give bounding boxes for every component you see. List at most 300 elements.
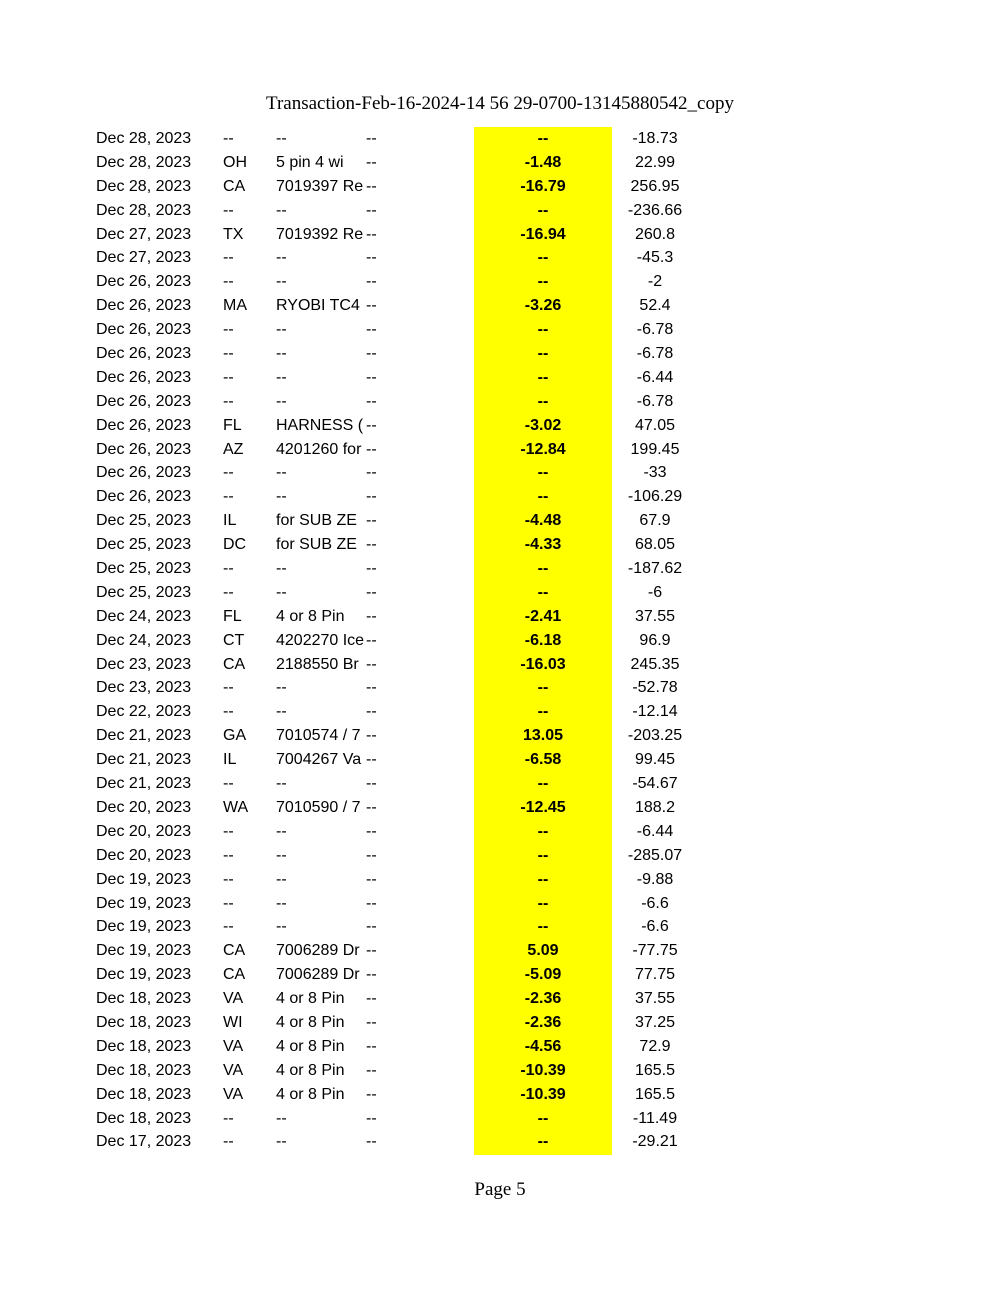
state-cell: -- [223,894,234,912]
amount-cell: -187.62 [627,560,683,578]
table-row [0,485,1000,509]
state-cell: IL [223,512,237,530]
description-cell: 4201260 for [276,440,362,458]
fee-cell: -- [537,822,549,840]
date-cell: Dec 26, 2023 [96,345,192,363]
placeholder-cell: -- [366,1109,377,1127]
date-cell: Dec 27, 2023 [96,225,192,243]
table-row [0,1011,1000,1035]
fee-cell: -- [537,249,549,267]
fee-cell: -12.84 [520,440,566,458]
amount-cell: 199.45 [630,440,680,458]
placeholder-cell: -- [366,130,377,147]
description-cell: HARNESS ( [276,416,364,434]
fee-cell: -- [537,345,549,363]
placeholder-cell: -- [366,894,377,912]
date-cell: Dec 28, 2023 [96,153,192,171]
amount-cell: -45.3 [636,249,674,267]
table-row [0,438,1000,462]
state-cell: -- [223,130,234,147]
amount-cell: 68.05 [634,536,676,554]
description-cell: 2188550 Br [276,655,359,673]
placeholder-cell: -- [366,488,377,506]
placeholder-cell: -- [366,990,377,1008]
table-row [0,581,1000,605]
table-row [0,1130,1000,1154]
placeholder-cell: -- [366,1061,377,1079]
state-cell: -- [223,368,234,386]
placeholder-cell: -- [366,751,377,769]
amount-cell: 22.99 [634,153,676,171]
description-cell: 7010590 / 7 [276,798,361,816]
fee-cell: -- [537,368,549,386]
placeholder-cell: -- [366,966,377,984]
fee-cell: -2.36 [524,990,562,1008]
description-cell: -- [276,321,287,339]
transaction-table [0,127,1000,1154]
description-cell: 7019392 Re [276,225,364,243]
amount-cell: 37.55 [634,607,676,625]
fee-cell: -- [537,464,549,482]
date-cell: Dec 27, 2023 [96,249,192,267]
amount-cell: 52.4 [639,297,671,315]
table-row [0,892,1000,916]
date-cell: Dec 20, 2023 [96,846,192,864]
description-cell: for SUB ZE [276,536,357,554]
state-cell: FL [223,607,242,625]
placeholder-cell: -- [366,942,377,960]
description-cell: -- [276,392,287,410]
description-cell: -- [276,345,287,363]
date-cell: Dec 26, 2023 [96,416,192,434]
amount-cell: 99.45 [634,751,676,769]
placeholder-cell: -- [366,727,377,745]
state-cell: -- [223,703,234,721]
state-cell: -- [223,560,234,578]
table-row [0,342,1000,366]
table-row [0,270,1000,294]
table-row [0,915,1000,939]
date-cell: Dec 23, 2023 [96,679,192,697]
description-cell: 7010574 / 7 [276,727,361,745]
amount-cell: -6.78 [636,321,674,339]
description-cell: -- [276,1133,287,1151]
fee-cell: -- [537,130,549,147]
amount-cell: 37.25 [634,1013,676,1031]
table-row [0,246,1000,270]
placeholder-cell: -- [366,392,377,410]
date-cell: Dec 26, 2023 [96,273,192,291]
amount-cell: -11.49 [632,1109,678,1127]
fee-cell: -16.94 [520,225,566,243]
table-row [0,199,1000,223]
placeholder-cell: -- [366,273,377,291]
placeholder-cell: -- [366,846,377,864]
state-cell: VA [223,990,244,1008]
placeholder-cell: -- [366,798,377,816]
amount-cell: 67.9 [639,512,671,530]
date-cell: Dec 25, 2023 [96,512,192,530]
table-row [0,844,1000,868]
fee-cell: -- [537,273,549,291]
table-row [0,1059,1000,1083]
placeholder-cell: -- [366,631,377,649]
state-cell: GA [223,727,247,745]
description-cell: -- [276,679,287,697]
fee-cell: -6.58 [524,751,562,769]
state-cell: OH [223,153,247,171]
placeholder-cell: -- [366,1013,377,1031]
amount-cell: -285.07 [627,846,683,864]
fee-cell: -1.48 [524,153,562,171]
state-cell: MA [223,297,247,315]
table-row [0,533,1000,557]
description-cell: -- [276,464,287,482]
state-cell: -- [223,583,234,601]
placeholder-cell: -- [366,177,377,195]
placeholder-cell: -- [366,822,377,840]
state-cell: -- [223,321,234,339]
description-cell: -- [276,918,287,936]
table-row [0,748,1000,772]
amount-cell: 37.55 [634,990,676,1008]
fee-cell: -- [537,560,549,578]
amount-cell: -33 [643,464,667,482]
amount-cell: -6.6 [641,894,669,912]
date-cell: Dec 22, 2023 [96,703,192,721]
amount-cell: 165.5 [634,1061,676,1079]
fee-cell: 5.09 [527,942,559,960]
description-cell: -- [276,368,287,386]
amount-cell: 165.5 [634,1085,676,1103]
date-cell: Dec 24, 2023 [96,631,192,649]
fee-cell: -2.41 [524,607,562,625]
date-cell: Dec 23, 2023 [96,655,192,673]
description-cell: RYOBI TC4 [276,297,360,315]
placeholder-cell: -- [366,1037,377,1055]
date-cell: Dec 26, 2023 [96,392,192,410]
description-cell: 4202270 Ice [276,631,364,649]
fee-cell: -4.33 [524,536,562,554]
placeholder-cell: -- [366,560,377,578]
fee-cell: -12.45 [520,798,566,816]
fee-cell: -4.56 [524,1037,562,1055]
date-cell: Dec 17, 2023 [96,1133,192,1151]
fee-cell: -6.18 [524,631,562,649]
amount-cell: -29.21 [632,1133,678,1151]
date-cell: Dec 18, 2023 [96,1085,192,1103]
description-cell: -- [276,846,287,864]
table-row [0,557,1000,581]
state-cell: DC [223,536,247,554]
date-cell: Dec 26, 2023 [96,440,192,458]
table-row [0,963,1000,987]
description-cell: -- [276,488,287,506]
amount-cell: 77.75 [634,966,676,984]
date-cell: Dec 25, 2023 [96,583,192,601]
date-cell: Dec 18, 2023 [96,1037,192,1055]
state-cell: -- [223,846,234,864]
table-row [0,223,1000,247]
description-cell: -- [276,201,287,219]
amount-cell: 72.9 [639,1037,671,1055]
date-cell: Dec 18, 2023 [96,1061,192,1079]
page-number: Page 5 [474,1179,526,1200]
state-cell: -- [223,345,234,363]
table-row [0,461,1000,485]
date-cell: Dec 18, 2023 [96,1013,192,1031]
table-row [0,318,1000,342]
date-cell: Dec 26, 2023 [96,297,192,315]
table-row [0,294,1000,318]
description-cell: 4 or 8 Pin [276,1037,345,1055]
state-cell: CA [223,942,246,960]
amount-cell: -18.73 [632,130,678,147]
date-cell: Dec 28, 2023 [96,130,192,147]
table-row [0,605,1000,629]
description-cell: 4 or 8 Pin [276,1085,345,1103]
fee-cell: -- [537,703,549,721]
amount-cell: 260.8 [634,225,676,243]
date-cell: Dec 26, 2023 [96,464,192,482]
placeholder-cell: -- [366,464,377,482]
state-cell: WI [223,1013,243,1031]
date-cell: Dec 21, 2023 [96,727,192,745]
amount-cell: 188.2 [634,798,676,816]
date-cell: Dec 19, 2023 [96,942,192,960]
amount-cell: -236.66 [627,201,683,219]
placeholder-cell: -- [366,536,377,554]
fee-cell: -2.36 [524,1013,562,1031]
state-cell: -- [223,679,234,697]
date-cell: Dec 21, 2023 [96,775,192,793]
amount-cell: -6.6 [641,918,669,936]
amount-cell: -6.44 [636,822,674,840]
description-cell: -- [276,273,287,291]
placeholder-cell: -- [366,249,377,267]
description-cell: -- [276,130,287,147]
description-cell: 4 or 8 Pin [276,990,345,1008]
amount-cell: 245.35 [630,655,680,673]
table-row [0,414,1000,438]
table-row [0,796,1000,820]
placeholder-cell: -- [366,679,377,697]
amount-cell: 47.05 [634,416,676,434]
date-cell: Dec 19, 2023 [96,918,192,936]
state-cell: CA [223,655,246,673]
fee-cell: 13.05 [522,727,564,745]
placeholder-cell: -- [366,345,377,363]
state-cell: -- [223,775,234,793]
state-cell: -- [223,488,234,506]
description-cell: -- [276,249,287,267]
state-cell: -- [223,870,234,888]
description-cell: 4 or 8 Pin [276,607,345,625]
description-cell: 7019397 Re [276,177,364,195]
placeholder-cell: -- [366,225,377,243]
fee-cell: -- [537,583,549,601]
description-cell: -- [276,583,287,601]
table-row [0,939,1000,963]
description-cell: for SUB ZE [276,512,357,530]
table-row [0,868,1000,892]
state-cell: VA [223,1085,244,1103]
placeholder-cell: -- [366,1085,377,1103]
table-row [0,509,1000,533]
description-cell: -- [276,1109,287,1127]
placeholder-cell: -- [366,153,377,171]
fee-cell: -- [537,392,549,410]
description-cell: -- [276,703,287,721]
table-row [0,390,1000,414]
date-cell: Dec 24, 2023 [96,607,192,625]
date-cell: Dec 25, 2023 [96,536,192,554]
placeholder-cell: -- [366,918,377,936]
table-row [0,175,1000,199]
state-cell: -- [223,273,234,291]
state-cell: -- [223,1133,234,1151]
document-title: Transaction-Feb-16-2024-14 56 29-0700-13145880542_copy [266,93,734,114]
state-cell: -- [223,822,234,840]
amount-cell: -6 [647,583,663,601]
table-row [0,1083,1000,1107]
state-cell: -- [223,392,234,410]
fee-cell: -16.03 [520,655,566,673]
state-cell: -- [223,918,234,936]
description-cell: 4 or 8 Pin [276,1061,345,1079]
fee-cell: -- [537,918,549,936]
fee-cell: -- [537,1109,549,1127]
state-cell: CT [223,631,245,649]
placeholder-cell: -- [366,201,377,219]
fee-cell: -- [537,321,549,339]
amount-cell: 96.9 [639,631,671,649]
table-row [0,772,1000,796]
placeholder-cell: -- [366,1133,377,1151]
amount-cell: -203.25 [627,727,683,745]
description-cell: -- [276,560,287,578]
amount-cell: -6.78 [636,345,674,363]
description-cell: -- [276,822,287,840]
date-cell: Dec 26, 2023 [96,321,192,339]
state-cell: -- [223,1109,234,1127]
fee-cell: -10.39 [520,1085,566,1103]
table-row [0,629,1000,653]
date-cell: Dec 20, 2023 [96,798,192,816]
table-row [0,987,1000,1011]
state-cell: CA [223,966,246,984]
placeholder-cell: -- [366,512,377,530]
date-cell: Dec 28, 2023 [96,177,192,195]
description-cell: 5 pin 4 wi [276,153,344,171]
state-cell: FL [223,416,242,434]
date-cell: Dec 28, 2023 [96,201,192,219]
description-cell: 7006289 Dr [276,966,360,984]
date-cell: Dec 19, 2023 [96,870,192,888]
state-cell: VA [223,1037,244,1055]
amount-cell: -6.78 [636,392,674,410]
table-row [0,820,1000,844]
amount-cell: -2 [647,273,663,291]
amount-cell: 256.95 [630,177,680,195]
fee-cell: -- [537,679,549,697]
table-row [0,676,1000,700]
state-cell: -- [223,464,234,482]
placeholder-cell: -- [366,870,377,888]
table-row [0,1107,1000,1131]
date-cell: Dec 26, 2023 [96,368,192,386]
date-cell: Dec 18, 2023 [96,1109,192,1127]
fee-cell: -16.79 [520,177,566,195]
table-row [0,127,1000,151]
amount-cell: -9.88 [636,870,674,888]
state-cell: CA [223,177,246,195]
amount-cell: -106.29 [627,488,683,506]
date-cell: Dec 19, 2023 [96,966,192,984]
state-cell: -- [223,249,234,267]
placeholder-cell: -- [366,416,377,434]
date-cell: Dec 26, 2023 [96,488,192,506]
fee-cell: -- [537,870,549,888]
date-cell: Dec 25, 2023 [96,560,192,578]
amount-cell: -12.14 [632,703,678,721]
date-cell: Dec 21, 2023 [96,751,192,769]
table-row [0,151,1000,175]
description-cell: 4 or 8 Pin [276,1013,345,1031]
date-cell: Dec 19, 2023 [96,894,192,912]
description-cell: -- [276,870,287,888]
fee-cell: -- [537,488,549,506]
amount-cell: -77.75 [632,942,678,960]
date-cell: Dec 20, 2023 [96,822,192,840]
placeholder-cell: -- [366,775,377,793]
fee-cell: -- [537,1133,549,1151]
description-cell: -- [276,775,287,793]
fee-cell: -- [537,201,549,219]
table-row [0,366,1000,390]
fee-cell: -10.39 [520,1061,566,1079]
placeholder-cell: -- [366,440,377,458]
state-cell: VA [223,1061,244,1079]
state-cell: TX [223,225,244,243]
state-cell: AZ [223,440,244,458]
table-row [0,724,1000,748]
table-row [0,653,1000,677]
fee-cell: -5.09 [524,966,562,984]
placeholder-cell: -- [366,368,377,386]
description-cell: 7004267 Va [276,751,362,769]
fee-cell: -- [537,894,549,912]
state-cell: -- [223,201,234,219]
date-cell: Dec 18, 2023 [96,990,192,1008]
amount-cell: -52.78 [632,679,678,697]
fee-cell: -- [537,846,549,864]
table-row [0,700,1000,724]
state-cell: IL [223,751,237,769]
fee-cell: -- [537,775,549,793]
placeholder-cell: -- [366,655,377,673]
state-cell: WA [223,798,249,816]
amount-cell: -54.67 [632,775,678,793]
fee-cell: -4.48 [524,512,562,530]
fee-cell: -3.02 [524,416,562,434]
placeholder-cell: -- [366,703,377,721]
placeholder-cell: -- [366,321,377,339]
placeholder-cell: -- [366,297,377,315]
amount-cell: -6.44 [636,368,674,386]
table-row [0,1035,1000,1059]
fee-cell: -3.26 [524,297,562,315]
